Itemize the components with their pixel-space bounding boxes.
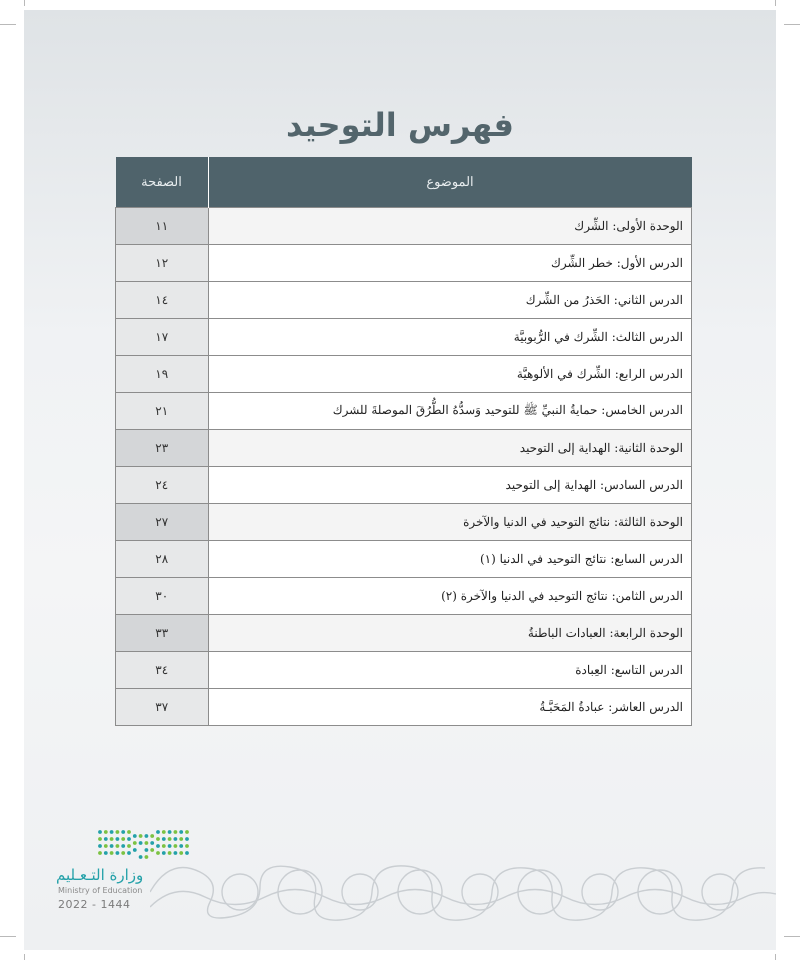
page-number-cell: ٢٨ [116, 541, 209, 578]
topic-cell: الوحدة الأولى: الشِّرك [208, 208, 692, 245]
page-number-cell: ١٩ [116, 356, 209, 393]
page-number-cell: ٣٣ [116, 615, 209, 652]
page-number-cell: ١٧ [116, 319, 209, 356]
ministry-logo-dots-icon [96, 828, 192, 862]
crop-mark [775, 0, 776, 6]
decorative-ornament [150, 852, 776, 932]
topic-cell: الدرس السابع: نتائج التوحيد في الدنيا (١) [208, 541, 692, 578]
table-row [116, 245, 692, 282]
crop-mark [0, 24, 16, 25]
table-header-row [116, 157, 692, 208]
page-number-cell: ٣٠ [116, 578, 209, 615]
edition-year: 2022 - 1444 [58, 898, 131, 911]
table-row [116, 578, 692, 615]
page-number-cell: ٢٤ [116, 467, 209, 504]
page-number-cell: ٣٧ [116, 689, 209, 726]
table-row [116, 208, 692, 245]
table-row [116, 393, 692, 430]
page-number-cell: ١٢ [116, 245, 209, 282]
crop-mark [24, 0, 25, 6]
table-row [116, 541, 692, 578]
topic-cell: الدرس الثاني: الحَذرُ من الشِّرك [208, 282, 692, 319]
page-number-cell: ١١ [116, 208, 209, 245]
table-row [116, 615, 692, 652]
crop-mark [775, 954, 776, 960]
table-row [116, 319, 692, 356]
crop-mark [784, 24, 800, 25]
crop-mark [24, 954, 25, 960]
page-column-header: الصفحة [116, 157, 209, 208]
topic-cell: الدرس الثالث: الشِّرك في الرُّبوبيَّة [208, 319, 692, 356]
table-body [116, 208, 692, 726]
table-row [116, 467, 692, 504]
topic-cell: الوحدة الثالثة: نتائج التوحيد في الدنيا والآخرة [208, 504, 692, 541]
page-number-cell: ٢٧ [116, 504, 209, 541]
ministry-name-arabic: وزارة التـعـليم [56, 866, 144, 884]
topic-cell: الدرس الثامن: نتائج التوحيد في الدنيا والآخرة (٢) [208, 578, 692, 615]
page-number-cell: ١٤ [116, 282, 209, 319]
contents-table [115, 157, 692, 726]
topic-cell: الدرس الرابع: الشِّرك في الألوهيَّة [208, 356, 692, 393]
topic-cell: الدرس الخامس: حمايةُ النبيِّ ﷺ للتوحيد وَسدُّهُ الطُّرُقَ الموصلةَ للشرك [208, 393, 692, 430]
page-title: فهرس التوحيد [286, 106, 514, 144]
table-row [116, 652, 692, 689]
table-row [116, 504, 692, 541]
topic-column-header: الموضوع [208, 157, 692, 208]
table-row [116, 430, 692, 467]
crop-mark [784, 936, 800, 937]
table-row [116, 689, 692, 726]
crop-mark [0, 936, 16, 937]
topic-cell: الدرس العاشر: عبادةُ المَحَبَّـةُ [208, 689, 692, 726]
table-row [116, 356, 692, 393]
ministry-name-english: Ministry of Education [58, 886, 143, 895]
topic-cell: الوحدة الثانية: الهداية إلى التوحيد [208, 430, 692, 467]
page-number-cell: ٢٣ [116, 430, 209, 467]
table-row [116, 282, 692, 319]
topic-cell: الدرس الأول: خطر الشِّرك [208, 245, 692, 282]
topic-cell: الدرس السادس: الهداية إلى التوحيد [208, 467, 692, 504]
page-number-cell: ٢١ [116, 393, 209, 430]
topic-cell: الدرس التاسع: العِبادة [208, 652, 692, 689]
page-number-cell: ٣٤ [116, 652, 209, 689]
topic-cell: الوحدة الرابعة: العبادات الباطنةُ [208, 615, 692, 652]
ministry-logo [56, 828, 206, 918]
